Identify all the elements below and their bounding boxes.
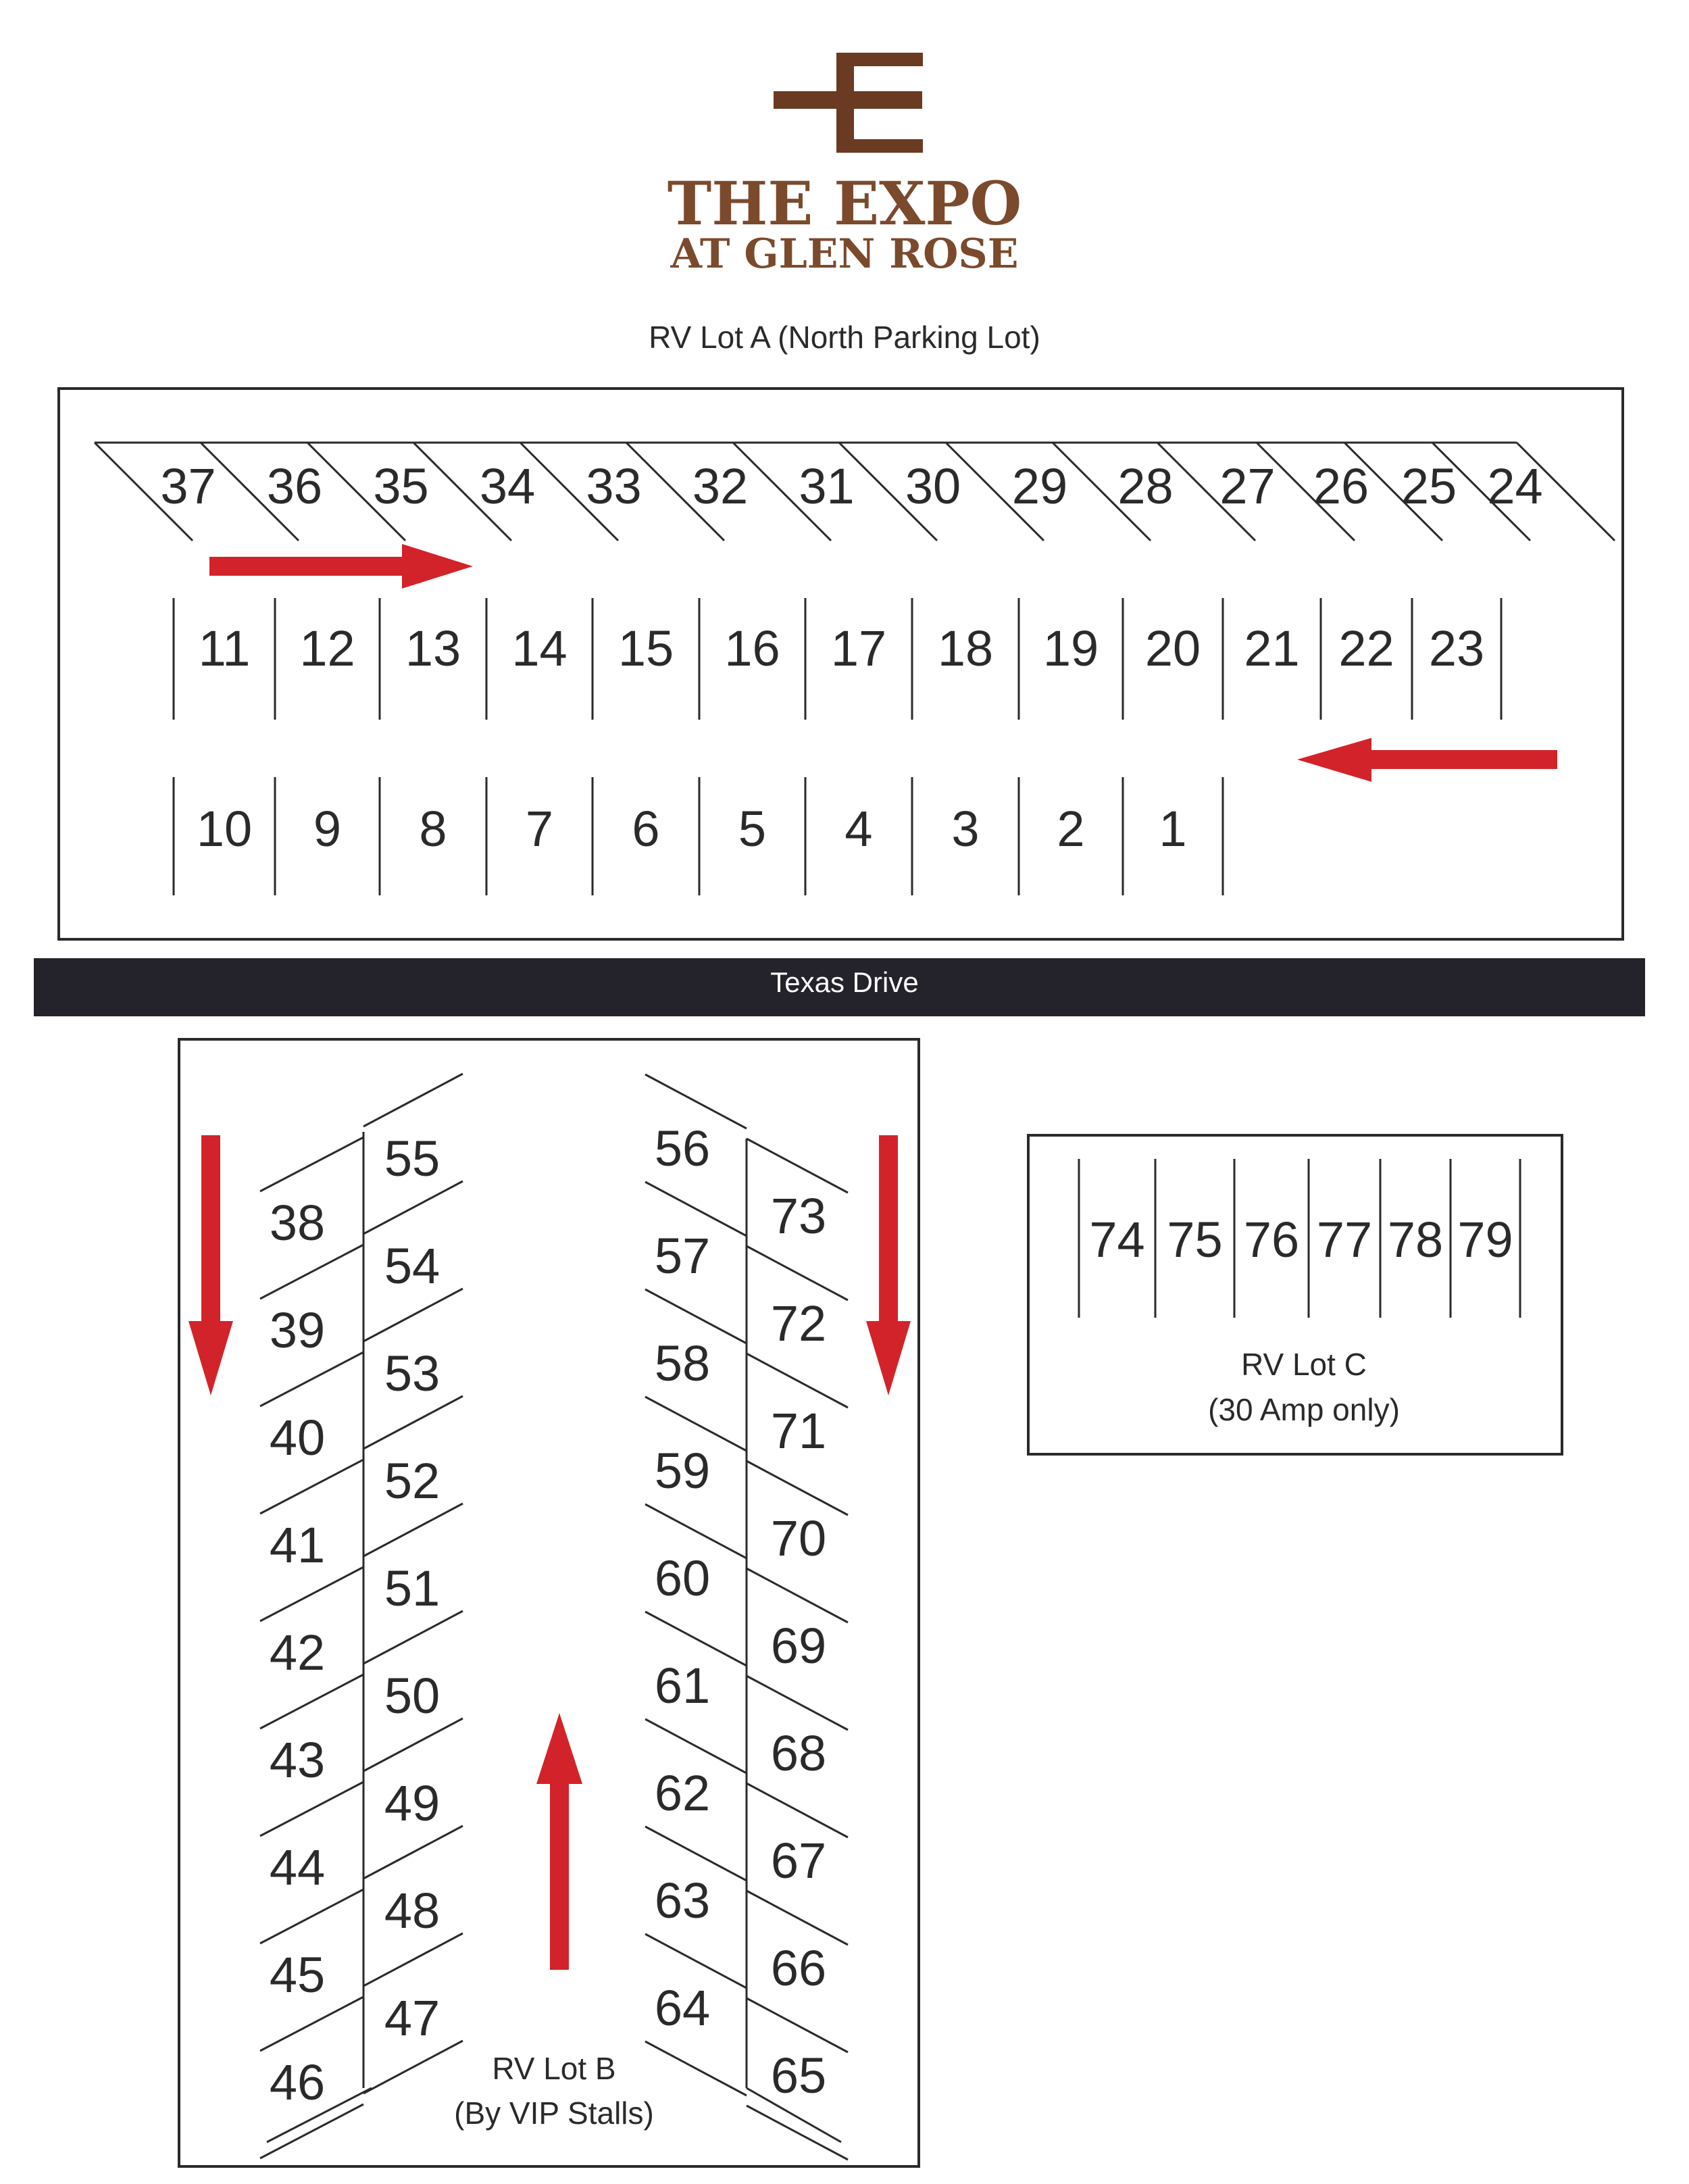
lot-b-left-block bbox=[260, 1074, 463, 2158]
rv-space-41: 41 bbox=[269, 1517, 326, 1573]
rv-space-30: 30 bbox=[905, 458, 961, 514]
rv-space-15: 15 bbox=[617, 620, 674, 676]
rv-space-38: 38 bbox=[269, 1195, 326, 1251]
rv-space-43: 43 bbox=[269, 1732, 326, 1788]
rv-space-65: 65 bbox=[770, 2048, 827, 2104]
rv-space-35: 35 bbox=[373, 458, 429, 514]
rv-space-48: 48 bbox=[384, 1883, 440, 1939]
rv-space-63: 63 bbox=[654, 1872, 711, 1929]
rv-space-6: 6 bbox=[632, 801, 660, 857]
rv-space-61: 61 bbox=[654, 1658, 711, 1714]
rv-space-49: 49 bbox=[384, 1775, 440, 1831]
rv-space-10: 10 bbox=[196, 801, 253, 857]
rv-space-69: 69 bbox=[770, 1618, 827, 1674]
lot-b-left-outer-divider bbox=[260, 2104, 363, 2158]
lot-b-left-outer-divider bbox=[260, 1352, 363, 1406]
lot-b-right-outer-divider bbox=[747, 1891, 848, 1945]
rv-space-19: 19 bbox=[1042, 620, 1099, 676]
rv-space-9: 9 bbox=[313, 801, 342, 857]
lot-c-row bbox=[1079, 1159, 1520, 1318]
lot-a-top-row bbox=[95, 443, 1615, 541]
rv-space-40: 40 bbox=[269, 1410, 326, 1466]
lot-a-title: RV Lot A (North Parking Lot) bbox=[649, 320, 1040, 355]
lot-b-right-outer-divider bbox=[747, 1568, 848, 1622]
rv-space-79: 79 bbox=[1457, 1212, 1513, 1268]
logo-mark-icon bbox=[774, 53, 923, 153]
lot-b-right-outer-divider bbox=[747, 1139, 848, 1193]
lot-b-left-outer-divider bbox=[260, 1674, 363, 1729]
rv-space-44: 44 bbox=[269, 1839, 326, 1895]
rv-space-5: 5 bbox=[738, 801, 767, 857]
lot-b-left-outer-divider bbox=[260, 1782, 363, 1836]
lot-b-left-inner-divider bbox=[363, 1289, 463, 1341]
rv-space-70: 70 bbox=[770, 1510, 827, 1566]
rv-space-21: 21 bbox=[1244, 620, 1300, 676]
lot-b-right-outer-divider bbox=[747, 1783, 848, 1837]
rv-space-73: 73 bbox=[770, 1188, 827, 1244]
lot-a-middle-row bbox=[174, 598, 1501, 720]
rv-space-1: 1 bbox=[1159, 801, 1187, 857]
lot-b-left-inner-divider bbox=[363, 1611, 463, 1664]
lot-b-left-outer-divider bbox=[260, 1137, 363, 1191]
lot-a-arrow-left-icon bbox=[1297, 738, 1557, 782]
lot-a-bottom-row bbox=[174, 777, 1223, 895]
rv-space-2: 2 bbox=[1057, 801, 1085, 857]
lot-b-left-inner-divider bbox=[363, 1396, 463, 1449]
rv-space-57: 57 bbox=[654, 1228, 711, 1284]
rv-space-12: 12 bbox=[299, 620, 355, 676]
texas-drive-label: Texas Drive bbox=[770, 966, 919, 998]
rv-space-32: 32 bbox=[692, 458, 749, 514]
rv-space-51: 51 bbox=[384, 1560, 440, 1616]
rv-space-47: 47 bbox=[384, 1990, 440, 2046]
lot-b-left-outer-divider bbox=[260, 1997, 363, 2051]
rv-space-53: 53 bbox=[384, 1345, 440, 1401]
rv-space-37: 37 bbox=[160, 458, 216, 514]
logo-line2: AT GLEN ROSE bbox=[670, 230, 1019, 278]
rv-space-71: 71 bbox=[770, 1403, 827, 1459]
rv-space-52: 52 bbox=[384, 1453, 440, 1509]
lot-b-right-outer-divider bbox=[747, 2106, 848, 2160]
lot-b-left-inner-divider bbox=[363, 1181, 463, 1234]
rv-space-31: 31 bbox=[799, 458, 855, 514]
lot-b-left-inner-divider bbox=[363, 1826, 463, 1879]
rv-space-50: 50 bbox=[384, 1668, 440, 1724]
rv-space-77: 77 bbox=[1316, 1212, 1373, 1268]
rv-space-26: 26 bbox=[1313, 458, 1369, 514]
rv-space-34: 34 bbox=[479, 458, 536, 514]
rv-space-56: 56 bbox=[654, 1120, 711, 1176]
lot-b-left-inner-divider bbox=[363, 2041, 463, 2093]
lot-b-arrow-down-right-icon bbox=[866, 1135, 911, 1395]
rv-space-33: 33 bbox=[586, 458, 642, 514]
rv-space-7: 7 bbox=[525, 801, 554, 857]
rv-space-17: 17 bbox=[830, 620, 887, 676]
lot-b-right-inner-divider bbox=[645, 2041, 747, 2095]
rv-space-24: 24 bbox=[1487, 458, 1543, 514]
rv-space-67: 67 bbox=[770, 1833, 827, 1889]
rv-space-4: 4 bbox=[844, 801, 873, 857]
logo-line1: THE EXPO bbox=[667, 168, 1022, 239]
rv-space-42: 42 bbox=[269, 1624, 326, 1681]
rv-space-22: 22 bbox=[1338, 620, 1394, 676]
lot-c-title-line1: RV Lot C bbox=[1241, 1347, 1367, 1382]
rv-space-46: 46 bbox=[269, 2054, 326, 2110]
rv-space-58: 58 bbox=[654, 1335, 711, 1391]
rv-space-76: 76 bbox=[1243, 1212, 1300, 1268]
rv-space-3: 3 bbox=[951, 801, 980, 857]
lot-b-left-outer-divider bbox=[260, 1460, 363, 1514]
rv-space-14: 14 bbox=[511, 620, 568, 676]
lot-b-title-line2: (By VIP Stalls) bbox=[454, 2095, 654, 2131]
lot-c-title-line2: (30 Amp only) bbox=[1208, 1392, 1400, 1427]
lot-b-right-outer-divider bbox=[747, 1246, 848, 1300]
rv-space-66: 66 bbox=[770, 1940, 827, 1996]
rv-space-74: 74 bbox=[1089, 1212, 1145, 1268]
rv-space-25: 25 bbox=[1401, 458, 1457, 514]
lot-b-right-outer-divider bbox=[747, 1676, 848, 1730]
rv-space-68: 68 bbox=[770, 1725, 827, 1781]
lot-b-left-inner-divider bbox=[363, 1074, 463, 1126]
rv-space-55: 55 bbox=[384, 1131, 440, 1187]
rv-space-20: 20 bbox=[1144, 620, 1201, 676]
rv-space-45: 45 bbox=[269, 1947, 326, 2003]
lot-b-left-outer-divider bbox=[260, 1567, 363, 1621]
rv-space-62: 62 bbox=[654, 1765, 711, 1821]
rv-space-13: 13 bbox=[405, 620, 461, 676]
rv-space-36: 36 bbox=[266, 458, 323, 514]
lot-b-arrow-up-icon bbox=[536, 1713, 582, 1970]
rv-space-39: 39 bbox=[269, 1302, 326, 1358]
rv-space-27: 27 bbox=[1219, 458, 1276, 514]
rv-space-64: 64 bbox=[654, 1980, 711, 2036]
rv-space-18: 18 bbox=[937, 620, 994, 676]
lot-b-left-outer-divider bbox=[260, 1889, 363, 1943]
rv-space-75: 75 bbox=[1167, 1212, 1223, 1268]
rv-space-16: 16 bbox=[724, 620, 780, 676]
lot-b-right-outer-divider bbox=[747, 1998, 848, 2052]
rv-space-23: 23 bbox=[1428, 620, 1485, 676]
rv-space-28: 28 bbox=[1117, 458, 1174, 514]
rv-space-78: 78 bbox=[1387, 1212, 1444, 1268]
lot-b-left-outer-divider bbox=[260, 1245, 363, 1299]
lot-b-arrow-down-left-icon bbox=[188, 1135, 233, 1395]
lot-b-right-block bbox=[645, 1074, 848, 2160]
lot-b-left-inner-divider bbox=[363, 1933, 463, 1986]
rv-space-72: 72 bbox=[770, 1295, 827, 1351]
lot-b-left-inner-divider bbox=[363, 1504, 463, 1556]
lot-b-left-inner-divider bbox=[363, 1718, 463, 1771]
rv-space-8: 8 bbox=[419, 801, 447, 857]
rv-space-59: 59 bbox=[654, 1443, 711, 1499]
rv-space-60: 60 bbox=[654, 1550, 711, 1606]
rv-space-29: 29 bbox=[1011, 458, 1068, 514]
lot-b-right-outer-divider bbox=[747, 1354, 848, 1408]
rv-space-54: 54 bbox=[384, 1238, 440, 1294]
expo-logo bbox=[667, 53, 1022, 278]
rv-space-11: 11 bbox=[198, 620, 251, 676]
lot-b-title-line1: RV Lot B bbox=[492, 2051, 616, 2086]
lot-b-right-outer-divider bbox=[747, 1461, 848, 1515]
lot-a-arrow-right-icon bbox=[209, 544, 473, 589]
